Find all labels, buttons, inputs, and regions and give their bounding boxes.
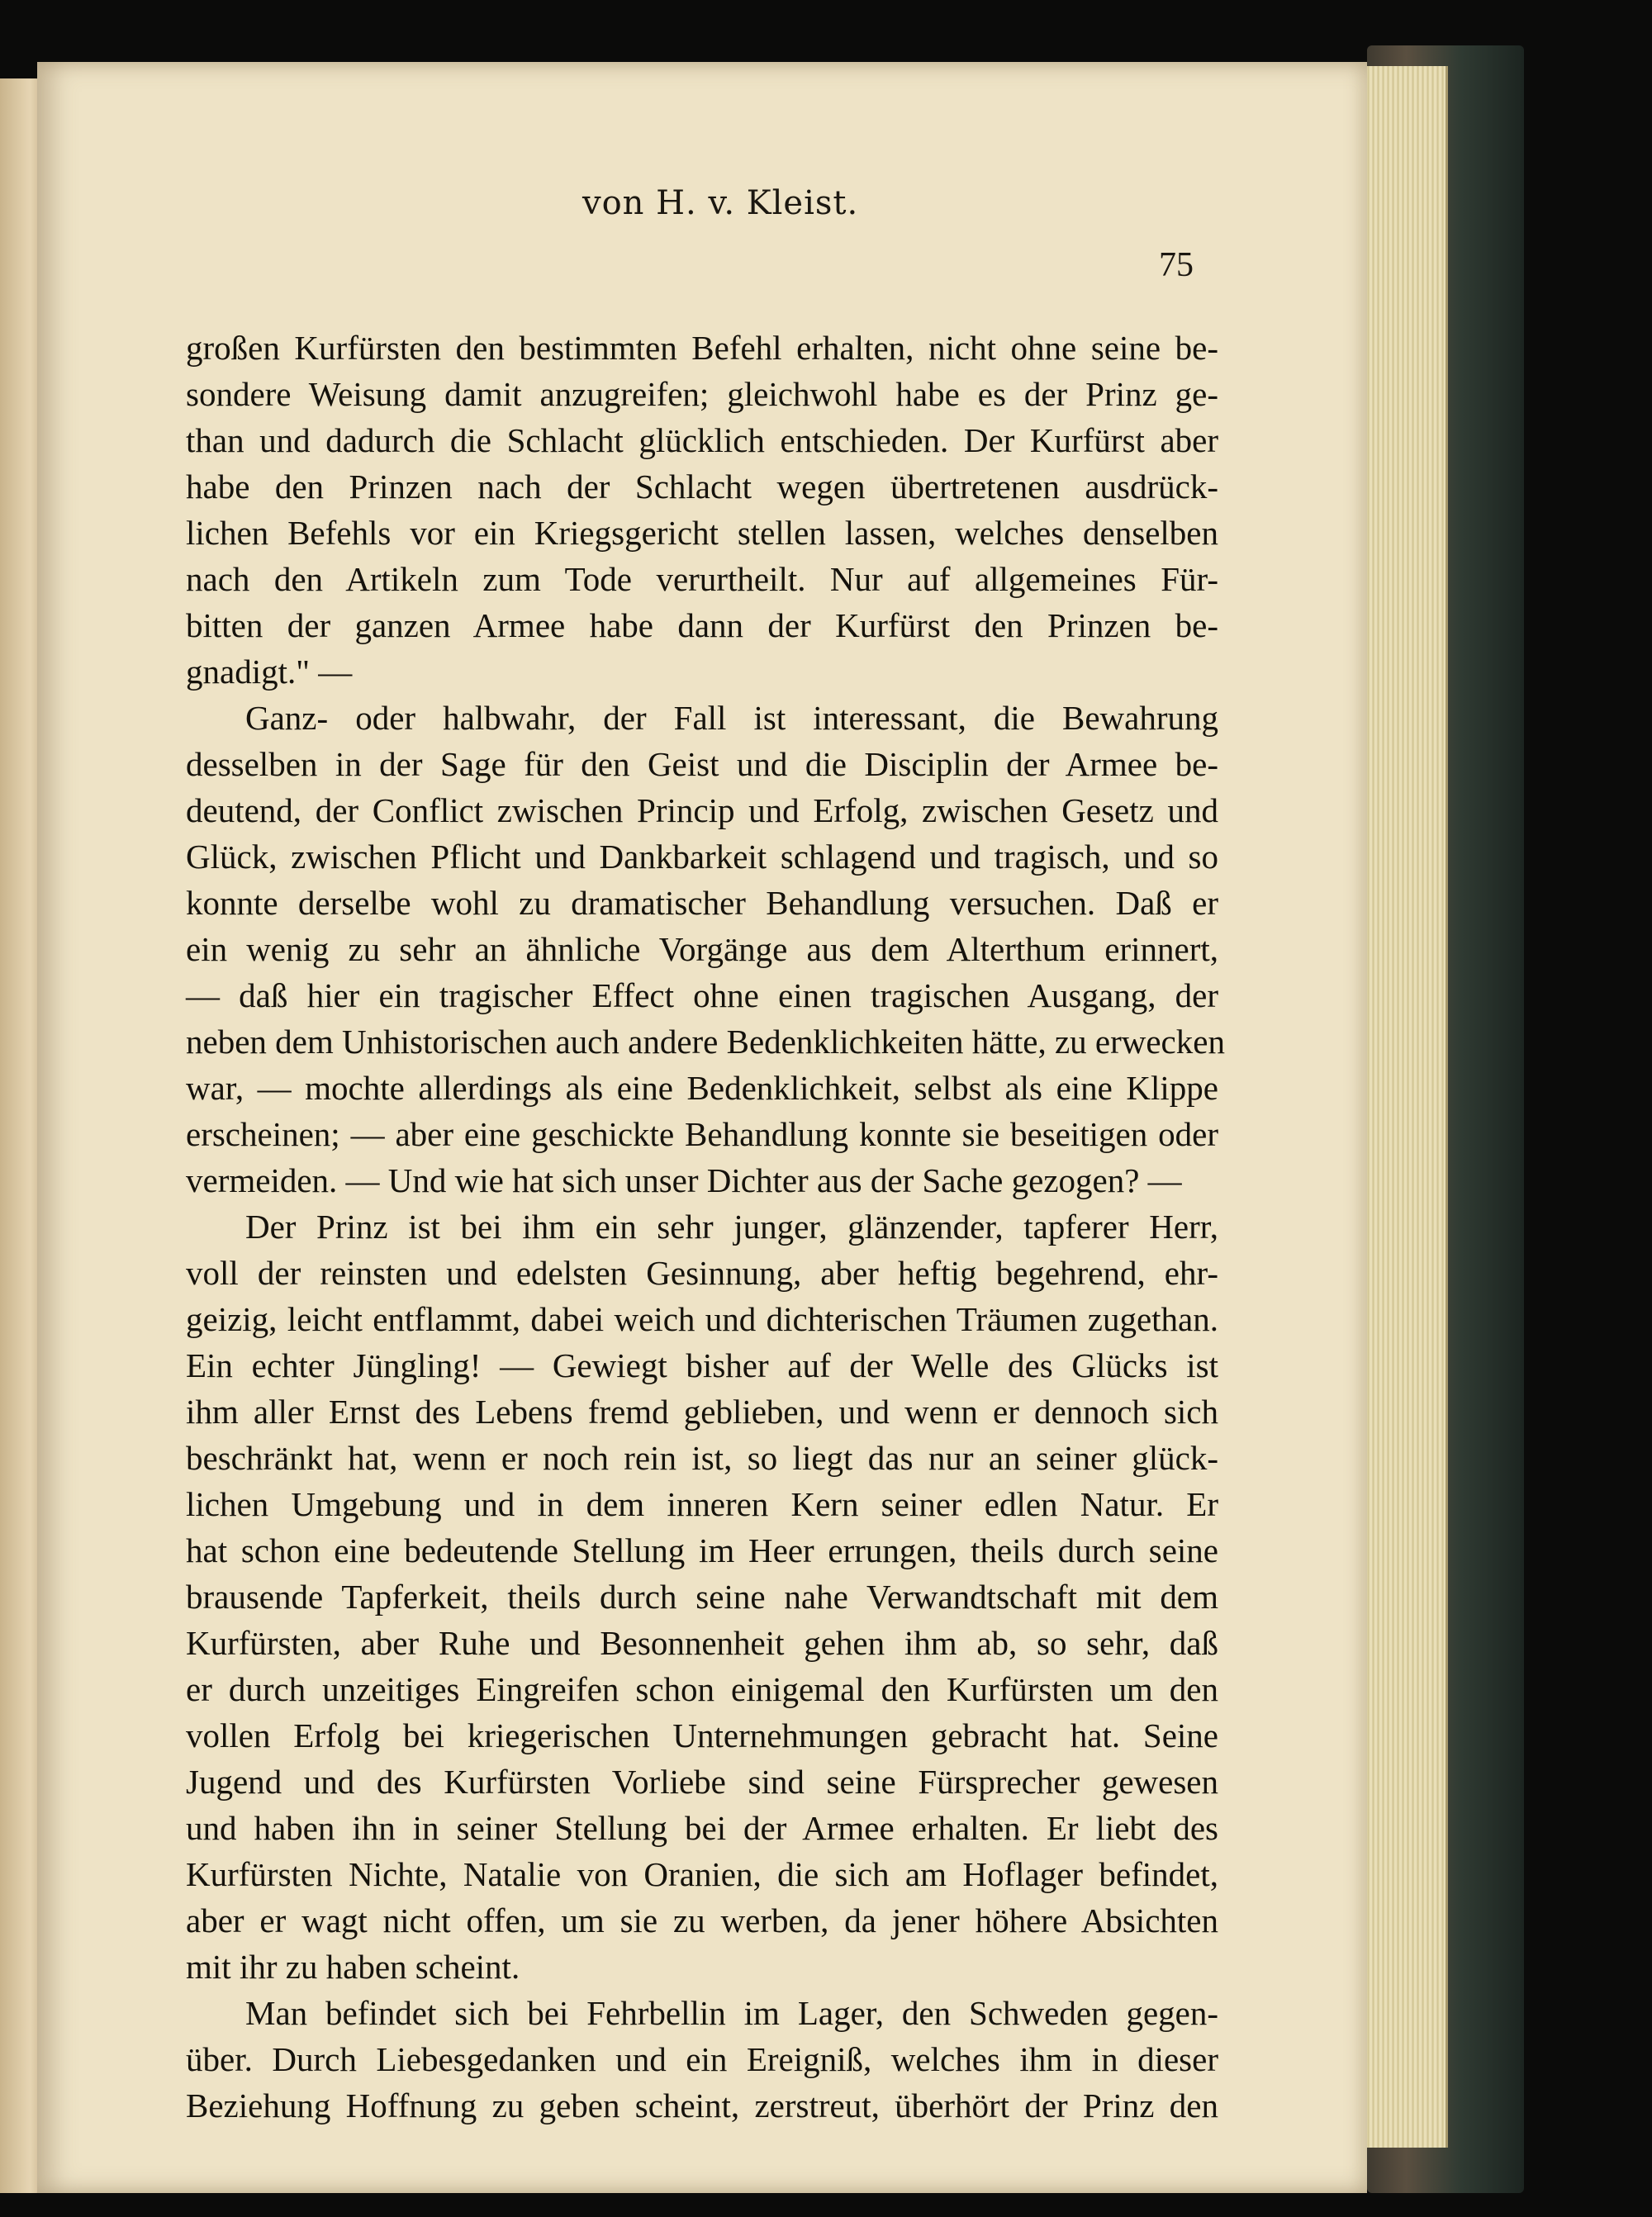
text-line: großen Kurfürsten den bestimmten Befehl erhalten, nicht ohne seine be- [186, 329, 1218, 367]
text-line: vermeiden. — Und wie hat sich unser Dichter aus der Sache gezogen? — [186, 1161, 1182, 1199]
page-number: 75 [1159, 246, 1194, 284]
text-line: voll der reinsten und edelsten Gesinnung, aber heftig begehrend, ehr- [186, 1254, 1218, 1292]
text-line: hat schon eine bedeutende Stellung im Heer errungen, theils durch seine [186, 1531, 1218, 1569]
text-line: gnadigt." — [186, 653, 353, 691]
text-line: neben dem Unhistorischen auch andere Bedenklichkeiten hätte, zu erwecken [186, 1023, 1225, 1061]
text-line: Jugend und des Kurfürsten Vorliebe sind seine Fürsprecher gewesen [186, 1763, 1218, 1801]
text-line: sondere Weisung damit anzugreifen; gleichwohl habe es der Prinz ge- [186, 375, 1218, 413]
text-line: — daß hier ein tragischer Effect ohne einen tragischen Ausgang, der [186, 976, 1218, 1014]
text-line: aber er wagt nicht offen, um sie zu werben, da jener höhere Absichten [186, 1901, 1218, 1939]
text-line: lichen Befehls vor ein Kriegsgericht stellen lassen, welches denselben [186, 514, 1218, 552]
text-line: war, — mochte allerdings als eine Bedenklichkeit, selbst als eine Klippe [186, 1069, 1218, 1107]
text-line: Beziehung Hoffnung zu geben scheint, zerstreut, überhört der Prinz den [186, 2086, 1218, 2124]
text-line: ihm aller Ernst des Lebens fremd geblieben, und wenn er dennoch sich [186, 1393, 1218, 1431]
text-line: geizig, leicht entflammt, dabei weich und dichterischen Träumen zugethan. [186, 1300, 1218, 1338]
text-line: nach den Artikeln zum Tode verurtheilt. Nur auf allgemeines Für- [186, 560, 1218, 598]
text-line: Ein echter Jüngling! — Gewiegt bisher auf der Welle des Glücks ist [186, 1346, 1218, 1384]
text-line: über. Durch Liebesgedanken und ein Ereigniß, welches ihm in dieser [186, 2040, 1218, 2078]
book-page [37, 62, 1367, 2193]
text-line: habe den Prinzen nach der Schlacht wegen übertretenen ausdrück- [186, 468, 1218, 506]
text-line: lichen Umgebung und in dem inneren Kern seiner edlen Natur. Er [186, 1485, 1218, 1523]
text-line: er durch unzeitiges Eingreifen schon einigemal den Kurfürsten um den [186, 1670, 1218, 1708]
text-line: than und dadurch die Schlacht glücklich entschieden. Der Kurfürst aber [186, 421, 1218, 459]
text-line: Ganz- oder halbwahr, der Fall ist interessant, die Bewahrung [245, 699, 1218, 737]
text-line: deutend, der Conflict zwischen Princip und Erfolg, zwischen Gesetz und [186, 791, 1218, 829]
text-line: und haben ihn in seiner Stellung bei der Armee erhalten. Er liebt des [186, 1809, 1218, 1847]
text-line: erscheinen; — aber eine geschickte Behandlung konnte sie beseitigen oder [186, 1115, 1218, 1153]
body-text [186, 325, 1225, 2129]
text-line: Kurfürsten, aber Ruhe und Besonnenheit gehen ihm ab, so sehr, daß [186, 1624, 1218, 1662]
text-line: vollen Erfolg bei kriegerischen Unternehmungen gebracht hat. Seine [186, 1716, 1218, 1754]
page-edges [1355, 66, 1448, 2148]
text-line: mit ihr zu haben scheint. [186, 1948, 520, 1986]
text-line: desselben in der Sage für den Geist und die Disciplin der Armee be- [186, 745, 1218, 783]
running-head: von H. v. Kleist. [582, 184, 859, 222]
text-line: Der Prinz ist bei ihm ein sehr junger, glänzender, tapferer Herr, [245, 1208, 1218, 1246]
text-line: bitten der ganzen Armee habe dann der Kurfürst den Prinzen be- [186, 606, 1218, 644]
text-line: Glück, zwischen Pflicht und Dankbarkeit schlagend und tragisch, und so [186, 838, 1218, 876]
text-line: konnte derselbe wohl zu dramatischer Behandlung versuchen. Daß er [186, 884, 1218, 922]
text-line: Man befindet sich bei Fehrbellin im Lager, den Schweden gegen- [245, 1994, 1218, 2032]
text-line: ein wenig zu sehr an ähnliche Vorgänge aus dem Alterthum erinnert, [186, 930, 1218, 968]
text-line: brausende Tapferkeit, theils durch seine nahe Verwandtschaft mit dem [186, 1578, 1218, 1616]
text-line: beschränkt hat, wenn er noch rein ist, so liegt das nur an seiner glück- [186, 1439, 1218, 1477]
text-line: Kurfürsten Nichte, Natalie von Oranien, die sich am Hoflager befindet, [186, 1855, 1218, 1893]
